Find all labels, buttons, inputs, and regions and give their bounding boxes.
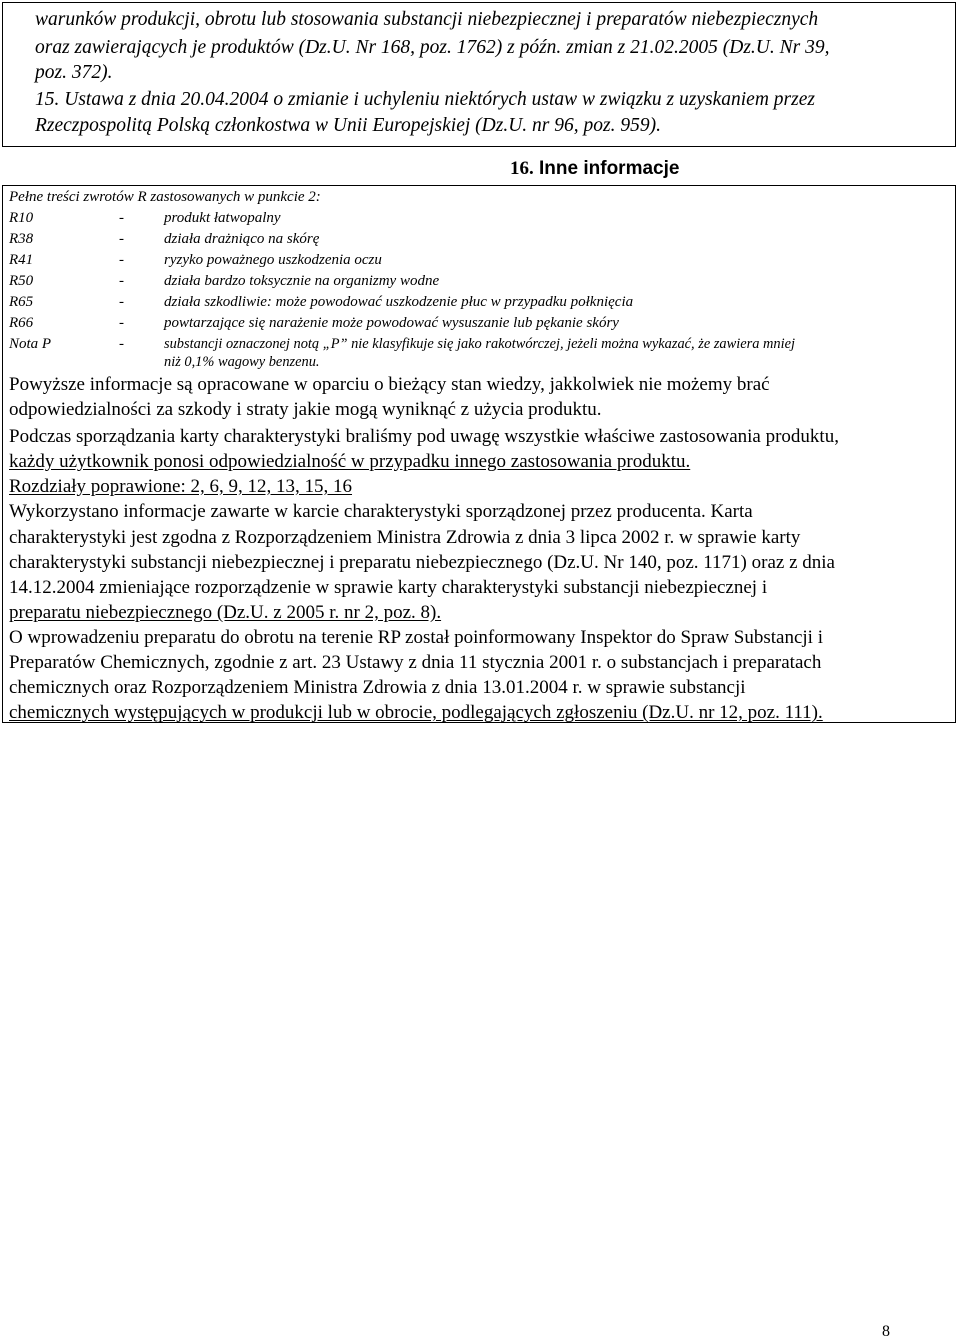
r-phrase-code: R38 [9, 231, 34, 247]
usage-paragraph: Podczas sporządzania karty charakterystyki braliśmy pod uwagę wszystkie właściwe zastosowania produktu, [9, 426, 839, 447]
r-phrase-code: R50 [9, 273, 34, 289]
r-phrase-code: R41 [9, 252, 34, 268]
notification-paragraph: O wprowadzeniu preparatu do obrotu na terenie RP został poinformowany Inspektor do Spraw Substancji i [9, 627, 823, 648]
section-heading [510, 158, 679, 180]
source-paragraph: preparatu niebezpiecznego (Dz.U. z 2005 r. nr 2, poz. 8). [9, 602, 442, 623]
r-phrase-desc: działa bardzo toksycznie na organizmy wodne [164, 273, 440, 289]
r-phrase-desc: ryzyko poważnego uszkodzenia oczu [164, 252, 382, 268]
r-phrase-row [3, 252, 955, 270]
r-phrase-code: R65 [9, 294, 34, 310]
disclaimer-paragraph: odpowiedzialności za szkody i straty jakie mogą wyniknąć z użycia produktu. [9, 399, 602, 420]
r-phrase-row [3, 210, 955, 228]
source-paragraph: Wykorzystano informacje zawarte w karcie charakterystyki sporządzonej przez producenta. Karta [9, 501, 753, 522]
regulation-line: oraz zawierających je produktów (Dz.U. Nr 168, poz. 1762) z późn. zmian z 21.02.2005 (Dz.U. Nr 39, [35, 37, 830, 58]
r-phrase-row [3, 315, 955, 333]
r-phrase-dash: - [119, 210, 124, 226]
r-phrase-dash: - [119, 252, 124, 268]
r-phrase-dash: - [119, 273, 124, 289]
r-phrase-row [3, 231, 955, 249]
r-phrases-intro: Pełne treści zwrotów R zastosowanych w punkcie 2: [9, 189, 321, 205]
source-paragraph: charakterystyki substancji niebezpiecznej i preparatu niebezpiecznego (Dz.U. Nr 140, poz. 1171) oraz z dnia [9, 552, 835, 573]
section-number: 16. [510, 158, 534, 179]
regulation-line: 15. Ustawa z dnia 20.04.2004 o zmianie i uchyleniu niektórych ustaw w związku z uzyskaniem przez [35, 89, 815, 110]
source-paragraph: charakterystyki jest zgodna z Rozporządzeniem Ministra Zdrowia z dnia 3 lipca 2002 r. w sprawie karty [9, 527, 801, 548]
regulation-line: warunków produkcji, obrotu lub stosowania substancji niebezpiecznej i preparatów niebezpiecznych [35, 9, 819, 30]
notification-paragraph: chemicznych występujących w produkcji lub w obrocie, podlegających zgłoszeniu (Dz.U. nr 12, poz. 111). [9, 702, 823, 723]
r-phrase-dash: - [119, 336, 124, 352]
regulation-line: Rzeczpospolitą Polską członkostwa w Unii Europejskiej (Dz.U. nr 96, poz. 959). [35, 115, 661, 136]
r-phrase-desc: działa drażniąco na skórę [164, 231, 320, 247]
regulations-list-box [2, 2, 956, 147]
r-phrase-row [3, 336, 955, 354]
r-phrase-dash: - [119, 294, 124, 310]
r-phrase-code: R10 [9, 210, 34, 226]
notification-paragraph: chemicznych oraz Rozporządzeniem Ministra Zdrowia z dnia 13.01.2004 r. w sprawie substancji [9, 677, 746, 698]
usage-paragraph: każdy użytkownik ponosi odpowiedzialność w przypadku innego zastosowania produktu. [9, 451, 691, 472]
r-phrase-dash: - [119, 315, 124, 331]
r-phrase-desc: działa szkodliwie: może powodować uszkodzenie płuc w przypadku połknięcia [164, 294, 634, 310]
r-phrase-row [3, 273, 955, 291]
regulation-line: poz. 372). [35, 62, 113, 83]
other-information-box [2, 185, 956, 723]
r-phrase-desc: produkt łatwopalny [164, 210, 281, 226]
disclaimer-paragraph: Powyższe informacje są opracowane w oparciu o bieżący stan wiedzy, jakkolwiek nie możemy brać [9, 374, 770, 395]
r-phrase-row [3, 294, 955, 312]
r-phrase-dash: - [119, 231, 124, 247]
r-phrase-desc: powtarzające się narażenie może powodować wysuszanie lub pękanie skóry [164, 315, 619, 331]
notification-paragraph: Preparatów Chemicznych, zgodnie z art. 23 Ustawy z dnia 11 stycznia 2001 r. o substancjach i preparatach [9, 652, 822, 673]
r-phrase-desc: substancji oznaczonej notą „P” nie klasyfikuje się jako rakotwórczej, jeżeli można wykazać, że zawiera mniej [164, 336, 795, 352]
revised-sections: Rozdziały poprawione: 2, 6, 9, 12, 13, 15, 16 [9, 476, 353, 497]
r-phrase-desc-continued: niż 0,1% wagowy benzenu. [164, 354, 320, 370]
source-paragraph: 14.12.2004 zmieniające rozporządzenie w sprawie karty charakterystyki substancji niebezpiecznej i [9, 577, 768, 598]
page-number: 8 [882, 1323, 890, 1340]
r-phrase-code: R66 [9, 315, 34, 331]
section-title: Inne informacje [539, 158, 680, 179]
r-phrase-code: Nota P [9, 336, 52, 352]
